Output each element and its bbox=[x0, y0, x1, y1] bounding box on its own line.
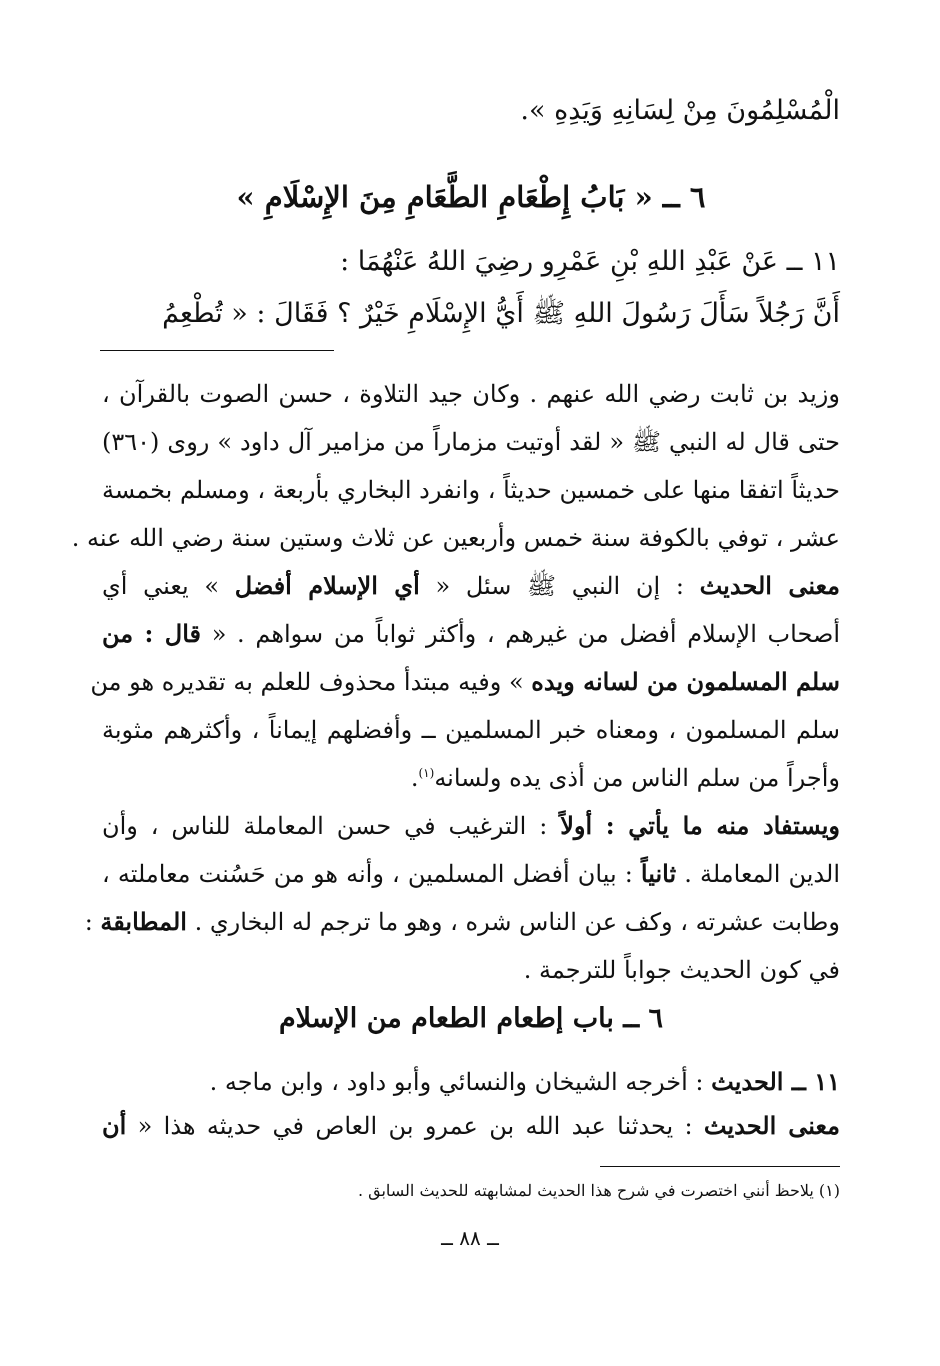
term-hadith-number: ١١ ــ الحديث bbox=[711, 1067, 840, 1096]
footnote: (١) يلاحظ أنني اختصرت في شرح هذا الحديث لمشابهته للحديث السابق . bbox=[357, 1181, 840, 1200]
commentary-line bbox=[102, 860, 840, 889]
term-meaning-of-hadith: معنى الحديث bbox=[703, 1111, 840, 1140]
chapter-heading-commentary: ٦ ــ باب إطعام الطعام من الإسلام bbox=[278, 1003, 664, 1034]
text-run: : بيان أفضل المسلمين ، وأنه هو من حَسُنت معاملته ، bbox=[102, 860, 641, 888]
term-secondly: ثانياً bbox=[640, 859, 677, 888]
hadith-line-1: الْمُسْلِمُونَ مِنْ لِسَانِهِ وَيَدِهِ ». bbox=[520, 95, 840, 126]
text-run: أصحاب الإسلام أفضل من غيرهم ، وأكثر ثواباً من سواهم . « bbox=[201, 620, 841, 648]
commentary-line bbox=[102, 572, 840, 601]
page-number: ــ ٨٨ ــ bbox=[441, 1226, 499, 1250]
hadith-body: أَنَّ رَجُلاً سَأَلَ رَسُولَ اللهِ ﷺ أَيُّ الإِسْلَامِ خَيْرٌ ؟ فَقَالَ : « تُطْعِمُ bbox=[162, 298, 840, 329]
commentary-line: وزيد بن ثابت رضي الله عنهم . وكان جيد التلاوة ، حسن الصوت بالقرآن ، bbox=[102, 380, 840, 408]
commentary-line bbox=[102, 620, 840, 649]
term-meaning-of-hadith: معنى الحديث bbox=[699, 571, 841, 600]
text-run: وطابت عشرته ، وكف عن الناس شره ، وهو ما ترجم له البخاري . bbox=[186, 908, 840, 936]
commentary-line: في كون الحديث جواباً للترجمة . bbox=[523, 956, 840, 984]
commentary-line bbox=[102, 1112, 840, 1141]
commentary-line: وأجراً من سلم الناس من أذى يده ولسانه$^{(١)}$. bbox=[410, 764, 840, 792]
footnote-divider bbox=[600, 1166, 840, 1167]
bold-quote: قال : من bbox=[102, 619, 202, 648]
text-run: الدين المعاملة . bbox=[676, 860, 840, 888]
commentary-line bbox=[90, 667, 840, 697]
commentary-line bbox=[102, 1068, 840, 1097]
commentary-line: سلم المسلمون ، ومعناه خبر المسلمين ــ وأفضلهم إيماناً ، وأكثرهم مثوبة bbox=[102, 716, 840, 744]
hadith-intro: ١١ ــ عَنْ عَبْدِ اللهِ بْنِ عَمْرِو رضِيَ اللهُ عَنْهُمَا : bbox=[340, 246, 840, 277]
text-run: » يعني أي bbox=[102, 572, 235, 600]
text-run: : bbox=[84, 908, 101, 936]
footnote-marker: (١) bbox=[418, 766, 435, 780]
text-run: : الترغيب في حسن المعاملة للناس ، وأن bbox=[102, 812, 561, 840]
commentary-line: عشر ، توفي بالكوفة سنة خمس وأربعين عن ثلاث وستين سنة رضي الله عنه . bbox=[71, 524, 840, 552]
hadith-divider bbox=[100, 350, 334, 351]
term-correspondence: المطابقة bbox=[100, 907, 187, 936]
text-run: : أخرجه الشيخان والنسائي وأبو داود ، وابن ماجه . bbox=[209, 1068, 712, 1096]
commentary-line bbox=[102, 812, 840, 841]
commentary-line bbox=[84, 907, 840, 937]
chapter-heading-hadith: ٦ ــ « بَابُ إِطْعَامِ الطَّعَامِ مِنَ الإِسْلَامِ » bbox=[236, 180, 706, 214]
commentary-line: حتى قال له النبي ﷺ « لقد أوتيت مزماراً من مزامير آل داود » روى (٣٦٠) bbox=[102, 428, 840, 456]
text-run: : يحدثنا عبد الله بن عمرو بن العاص في حديثه هذا « bbox=[126, 1112, 704, 1140]
term-lessons: ويستفاد منه ما يأتي : أولاً bbox=[560, 811, 840, 840]
text-run: وأجراً من سلم الناس من أذى يده ولسانه bbox=[434, 764, 840, 792]
text-run: : إن النبي ﷺ سئل « bbox=[419, 572, 700, 600]
bold-quote: أي الإسلام أفضل bbox=[234, 571, 420, 600]
commentary-line: حديثاً اتفقا منها على خمسين حديثاً ، وانفرد البخاري بأربعة ، ومسلم بخمسة bbox=[102, 476, 840, 504]
text-run: » وفيه مبتدأ محذوف للعلم به تقديره هو من bbox=[90, 668, 532, 696]
bold-quote: أن bbox=[102, 1111, 127, 1140]
bold-quote: سلم المسلمون من لسانه ويده bbox=[531, 667, 840, 696]
